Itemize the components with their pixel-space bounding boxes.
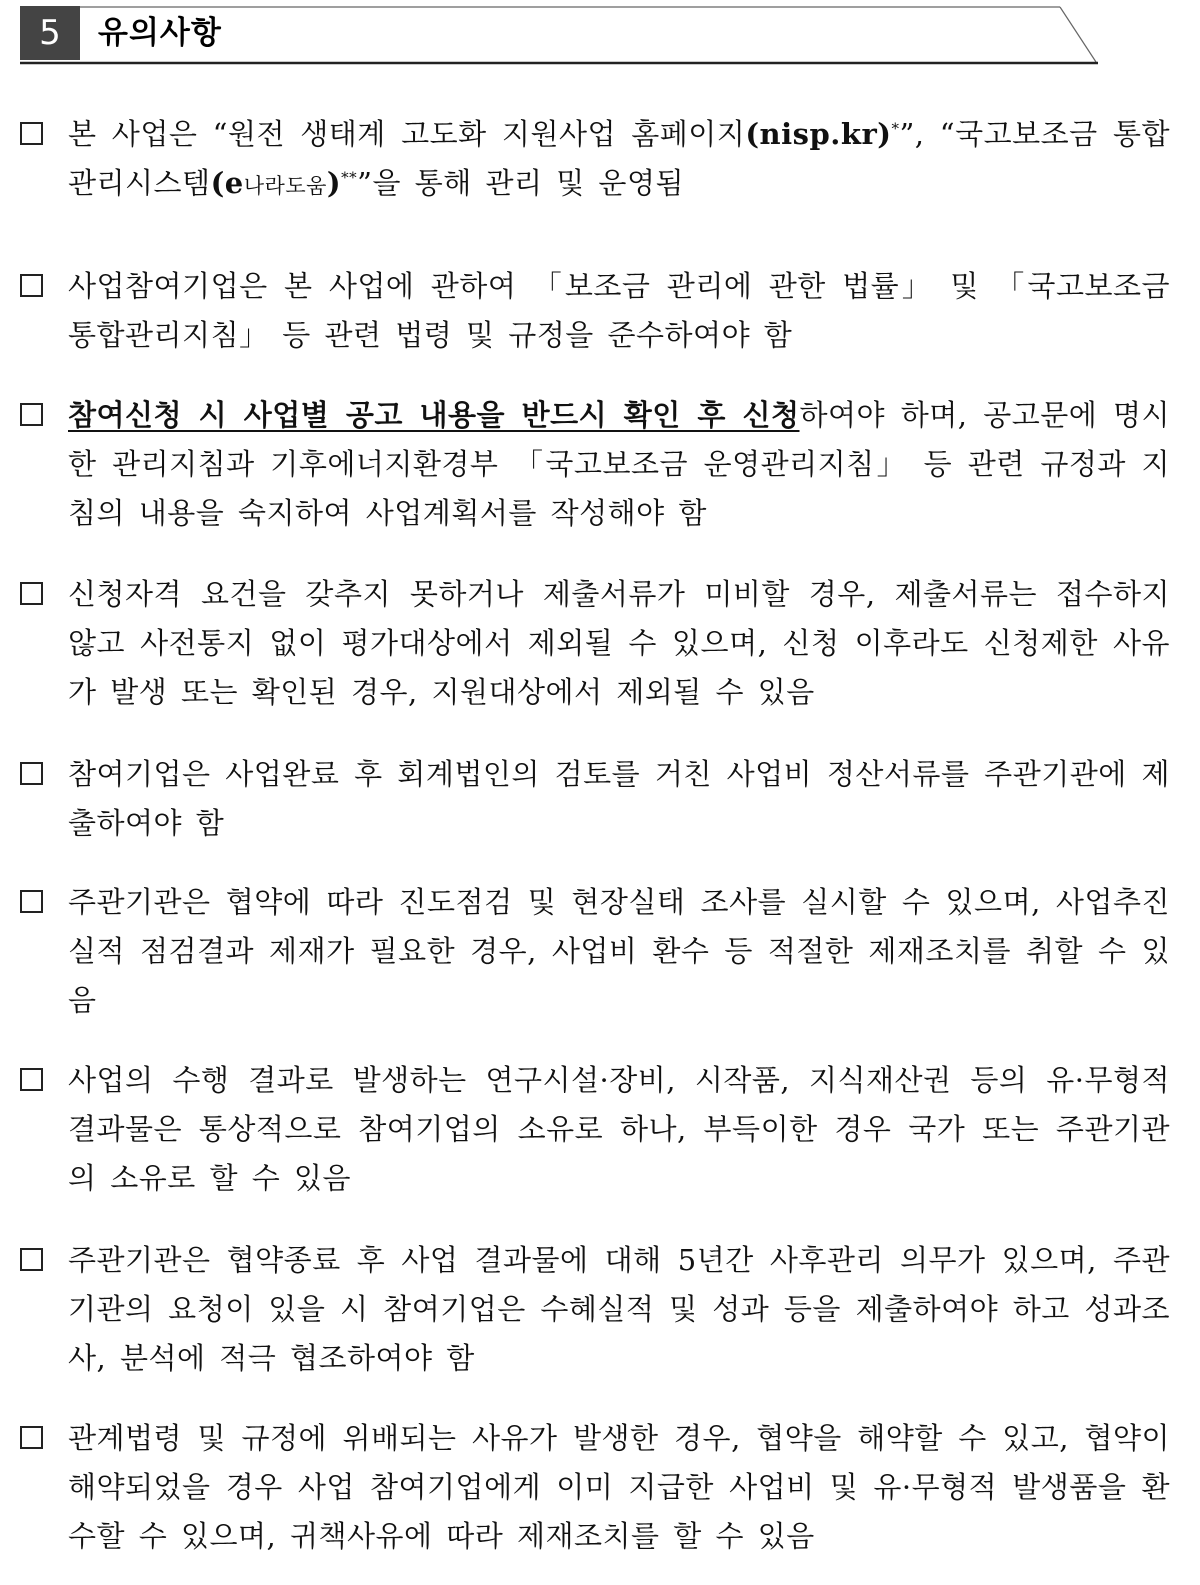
list-item-text: 참여기업은 사업완료 후 회계법인의 검토를 거친 사업비 정산서류를 주관기관에 제출하여야 함 [68, 757, 1170, 840]
list-item-text: 주관기관은 협약에 따라 진도점검 및 현장실태 조사를 실시할 수 있으며, 사업추진실적 점검결과 제재가 필요한 경우, 사업비 환수 등 적절한 제재조치를 취할 수 있음 [68, 885, 1170, 1017]
list-item [20, 391, 1170, 538]
section-title: 유의사항 [98, 15, 222, 51]
item-text-part: 본 사업은 “원전 생태계 고도화 지원사업 홈페이지 [68, 117, 746, 151]
system-name-part: 나라도움 [243, 174, 327, 198]
checkbox-icon [20, 122, 43, 145]
system-name-part: ) [326, 166, 342, 200]
item-text-part: ”, “국고보조금 통합관리시스템 [68, 117, 1170, 200]
list-item-text: 주관기관은 협약종료 후 사업 결과물에 대해 5년간 사후관리 의무가 있으며, 주관기관의 요청이 있을 시 참여기업은 수혜실적 및 성과 등을 제출하여야 하고 성과조사, 분석에 적극 협조하여야 함 [68, 1243, 1170, 1375]
section-header [20, 6, 1098, 64]
site-url: (nisp.kr) [745, 117, 892, 151]
checkbox-icon [20, 1248, 43, 1271]
list-item-text: 사업의 수행 결과로 발생하는 연구시설·장비, 시작품, 지식재산권 등의 유·무형적 결과물은 통상적으로 참여기업의 소유로 하나, 부득이한 경우 국가 또는 주관기관의 소유로 할 수 있음 [68, 1063, 1170, 1195]
item-text-part: ”을 통해 관리 및 운영됨 [357, 166, 684, 200]
checkbox-icon [20, 274, 43, 297]
list-item [20, 570, 1170, 717]
footnote-mark: ** [341, 168, 358, 187]
list-item [20, 110, 1170, 211]
list-item-text [68, 391, 1170, 538]
list-item [20, 1414, 1170, 1561]
checkbox-icon [20, 890, 43, 913]
list-item [20, 1056, 1170, 1203]
checkbox-icon [20, 1426, 43, 1449]
list-item [20, 878, 1170, 1025]
item-text-part: 하여야 하며, 공고문에 명시한 관리지침과 기후에너지환경부 「국고보조금 운영관리지침」 등 관련 규정과 지침의 내용을 숙지하여 사업계획서를 작성해야 함 [68, 398, 1170, 530]
list-item [20, 750, 1170, 848]
footnote-mark: * [891, 119, 900, 138]
list-item [20, 1236, 1170, 1383]
checkbox-icon [20, 582, 43, 605]
checkbox-icon [20, 762, 43, 785]
list-item-text: 신청자격 요건을 갖추지 못하거나 제출서류가 미비할 경우, 제출서류는 접수하지 않고 사전통지 없이 평가대상에서 제외될 수 있으며, 신청 이후라도 신청제한 사유가 발생 또는 확인된 경우, 지원대상에서 제외될 수 있음 [68, 577, 1170, 709]
checkbox-icon [20, 403, 43, 426]
emphasis-text: 참여신청 시 사업별 공고 내용을 반드시 확인 후 신청 [68, 398, 800, 432]
list-item-text [68, 110, 1170, 211]
list-item-text: 사업참여기업은 본 사업에 관하여 「보조금 관리에 관한 법률」 및 「국고보조금 통합관리지침」 등 관련 법령 및 규정을 준수하여야 함 [68, 269, 1170, 352]
list-item-text: 관계법령 및 규정에 위배되는 사유가 발생한 경우, 협약을 해약할 수 있고, 협약이 해약되었을 경우 사업 참여기업에게 이미 지급한 사업비 및 유·무형적 발생품을 환수할 수 있으며, 귀책사유에 따라 제재조치를 할 수 있음 [68, 1421, 1170, 1553]
section-number: 5 [20, 6, 80, 60]
list-item [20, 262, 1170, 360]
checkbox-icon [20, 1068, 43, 1091]
system-name-part: (e [210, 166, 244, 200]
